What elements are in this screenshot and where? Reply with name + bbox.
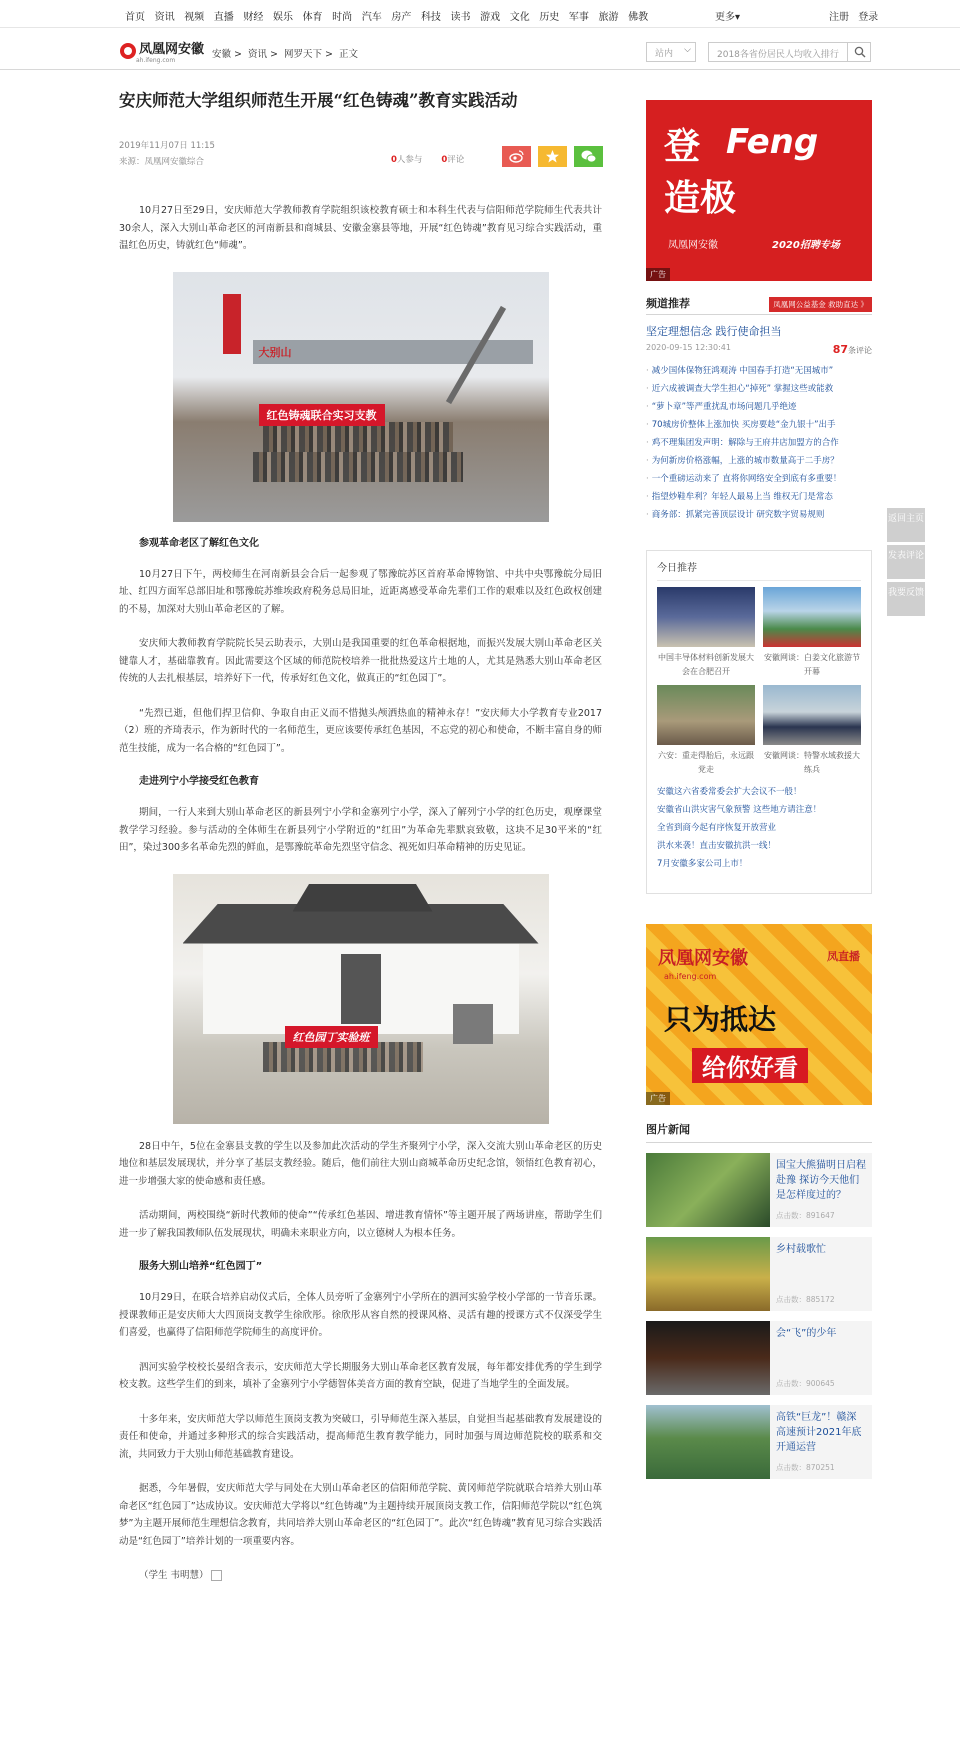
post-comment-button[interactable]: 发表评论 [887,545,925,579]
channel-news-link[interactable]: · 商务部：抓紧完善顶层设计 研究数字贸易规则 [646,506,872,524]
article-paragraph: 10月29日，在联合培养启动仪式后，全体人员旁听了金寨列宁小学所在的泗河实验学校小学部的一节音乐课。授课教师正是安庆师大大四顶岗支教学生徐欣彤。徐欣彤从容自然的授课风格、灵活有趣的授课方式不仅深受学生们喜爱，也赢得了信阳师范学院师生的高度评价。 [119,1292,602,1338]
article [119,90,602,1581]
live-stream-ad[interactable]: 凤凰网安徽 ah.ifeng.com 凤直播 只为抵达 给你好看 广告 [646,924,872,1105]
channel-news-link[interactable]: · “萝卜章”等严重扰乱市场问题几乎绝迹 [646,398,872,416]
nav-item[interactable]: 直播 [213,12,234,23]
channel-news-link[interactable]: · 鸡不理集团发声明：解除与王府井店加盟方的合作 [646,434,872,452]
nav-item[interactable]: 首页 [125,12,145,23]
comments-link[interactable]: 评论 [447,155,465,165]
site-logo[interactable]: 凤凰网安徽 ah.ifeng.com [120,38,204,64]
search-icon [854,46,866,58]
channel-news-link[interactable]: · 减少国体保物狂鸿观涛 中国春手打造“无国城市” [646,362,872,380]
channel-news-link[interactable]: · 近六成被调查大学生担心“掉死” 掌握这些或能救 [646,380,872,398]
article-paragraph: 10月27日至29日，安庆师范大学教师教育学院组织该校教育硕士和本科生代表与信阳师范学院师生代表共计30余人，深入大别山革命老区的河南新县和商城县、安徽金寨县等地，开展“红色铸魂”教育见习综合实践活动，重温红色历史，铸就红色“师魂”。 [119,205,602,251]
broken-image-icon [211,1570,222,1581]
breadcrumb: 安徽 > 资讯 > 网罗天下 > 正文 [212,49,359,60]
back-home-button[interactable]: 返回主页 [887,508,925,542]
search-button[interactable] [847,42,871,62]
favorite-button[interactable] [538,146,567,167]
register-link[interactable]: 登录 [858,12,879,23]
nav-item[interactable]: 游戏 [480,12,501,23]
site-header [0,28,960,70]
nav-item[interactable]: 体育 [302,12,323,23]
publish-date: 2019年11月07日 11:15 [119,141,215,151]
lead-news-link[interactable]: 坚定理想信念 践行使命担当 [646,325,782,338]
article-paragraph: “先烈已逝，但他们捍卫信仰、争取自由正义而不惜抛头颅洒热血的精神永存！”安庆师大小学教育专业2017（2）班的齐琦表示，作为新时代的一名师范生，更应该要传承红色基因，不忘党的初心和使命，不断丰富自身的师范生技能，成为一名合格的“红色园丁”。 [119,707,602,754]
today-item[interactable]: 六安：重走得胎后，永远跟党走 [657,685,755,777]
star-icon [545,149,560,164]
nav-item[interactable]: 娱乐 [272,12,293,23]
article-paragraph: 活动期间，两校围绕“新时代教师的使命”“传承红色基因、增进教育情怀”等主题开展了两场讲座，帮助学生们进一步了解我国教师队伍发展现状，明确未来职业方向，以立德树人为根本任务。 [119,1210,602,1239]
memorial-sign: 大别山 [258,345,292,359]
phoenix-logo-icon [120,43,136,59]
feedback-button[interactable]: 我要反馈 [887,582,925,616]
today-link[interactable]: 洪水来袭！直击安徽抗洪一线！ [657,841,777,851]
photo-news-item[interactable]: 高铁“巨龙”！赣深高速预计2021年底开通运营 点击数：870251 [646,1405,872,1479]
floating-tools [887,508,925,619]
breadcrumb-item: 正文 [339,49,359,60]
nav-item[interactable]: 时尚 [332,12,353,23]
article-paragraph: 安庆师大教师教育学院院长吴云助表示，大别山是我国重要的红色革命根据地，而振兴发展大别山革命老区关键靠人才，基础靠教育。因此需要这个区域的师范院校培养一批批热爱这片土地的人，尤其是熟悉大别山革命老区传统的人去扎根基层，培养好下一代，传承好红色文化，做真正的“红色园丁”。 [119,638,602,684]
share-buttons [495,146,603,167]
article-photo [173,874,549,1124]
photo-news-item[interactable]: 会“飞”的少年 点击数：900645 [646,1321,872,1395]
user-links [823,8,878,23]
ad-label: 广告 [646,268,670,281]
sidebar [646,100,872,1479]
article-paragraph: 期间，一行人来到大别山革命老区的新县列宁小学和金寨列宁小学，深入了解列宁小学的红色历史，观摩课堂教学学习经验。参与活动的全体师生在新县列宁小学附近的“红田”为革命先辈默哀致敬，这块不足30平米的“红田”，染过300多名革命先烈的鲜血，是鄂豫皖革命先烈坚守信念、视死如归革命精神的历史见证。 [119,807,602,853]
nav-item[interactable]: 历史 [539,12,560,23]
channel-news-link[interactable]: · 一个重磅运动来了 直将你网络安全到底有多重要！ [646,470,872,488]
today-links [657,783,861,873]
article-source: 来源：凤凰网安徽综合 [119,157,205,167]
comments-count: 0 [441,155,448,165]
article-title: 安庆师范大学组织师范生开展“红色铸魂”教育实践活动 [119,91,518,110]
ad-label: 广告 [646,1092,670,1105]
nav-item[interactable]: 资讯 [154,12,175,23]
nav-item[interactable]: 汽车 [361,12,382,23]
today-item[interactable]: 安徽网谈：特警水域救援大练兵 [763,685,861,777]
nav-item[interactable]: 文化 [509,12,530,23]
today-link[interactable]: 全省到商今起有序恢复开放营业 [657,823,777,833]
channel-news-link[interactable]: · 指望炒鞋牟利？年轻人最易上当 维权无门是常态 [646,488,872,506]
today-link[interactable]: 安徽省山洪灾害气象预警 这些地方请注意！ [657,805,822,815]
nav-more-menu[interactable]: 更多▾ [715,12,741,23]
today-photo-grid [657,587,861,783]
section-heading: 服务大别山培养“红色园丁” [139,1261,263,1272]
today-link[interactable]: 7月安徽多家公司上市！ [657,859,748,869]
article-paragraph: 28日中午，5位在金寨县支教的学生以及参加此次活动的学生齐聚列宁小学，深入交流大别山革命老区的历史地位和基层发展现状，并分享了基层支教经验。随后，他们前往大别山商城革命历史纪念馆，领悟红色教育初心，进一步增强大家的使命感和责任感。 [119,1140,602,1187]
chevron-down-icon: ⌵ [684,45,691,55]
channel-news-link[interactable]: · 为何新房价格涨幅，上涨的城市数量高于二手房？ [646,452,872,470]
photo-news-header: 图片新闻 [646,1121,872,1143]
site-scope-select[interactable]: 站内 ⌵ [646,42,696,62]
section-heading: 走进列宁小学接受红色教育 [139,776,259,787]
today-item[interactable]: 中国丰导体材料创新发展大会在合肥召开 [657,587,755,679]
article-stats: 0人参与 0评论 [391,155,465,165]
breadcrumb-item[interactable]: 安徽 [212,49,232,60]
nav-item[interactable]: 科技 [420,12,441,23]
nav-item[interactable]: 旅游 [598,12,619,23]
breadcrumb-item[interactable]: 网罗天下 [284,49,323,60]
article-photo [173,272,549,522]
nav-item[interactable]: 军事 [568,12,589,23]
recruitment-ad[interactable]: 登 造极 Feng 凤凰网安徽 2020招聘专场 广告 [646,100,872,281]
breadcrumb-item[interactable]: 资讯 [248,49,268,60]
top-navigation [0,0,960,28]
nav-item[interactable]: 佛教 [628,12,649,23]
article-paragraph: 据悉，今年暑假，安庆师范大学与同处在大别山革命老区的信阳师范学院、黄冈师范学院就联合培养大别山革命老区“红色园丁”达成协议。安庆师范大学将以“红色铸魂”为主题持续开展顶岗支教工作，信阳师范学院以“红色筑梦”为主题开展师范生理想信念教育，共同培养大别山革命老区的“红色园丁”。此次“红色铸魂”教育见习综合实践活动是“红色园丁”培养计划的一项重要内容。 [119,1483,602,1547]
article-paragraph: 十多年来，安庆师范大学以师范生顶岗支教为突破口，引导师范生深入基层，自觉担当起基础教育发展建设的责任和使命，并通过多种形式的综合实践活动，提高师范生教育教学能力，同时加强与周边师范院校的联系和交流，共同致力于大别山师范基础教育建设。 [119,1413,602,1460]
channel-news-link[interactable]: · 70城房价整体上涨加快 买房要趁“金九银十”出手 [646,416,872,434]
photo-banner: 红色园丁实验班 [285,1026,378,1048]
nav-item[interactable]: 财经 [243,12,264,23]
nav-item[interactable]: 房产 [391,12,412,23]
today-item[interactable]: 安徽网谈：白姜文化旅游节开幕 [763,587,861,679]
share-weibo-button[interactable] [502,146,531,167]
lead-comments[interactable]: 87条评论 [832,343,872,356]
weibo-icon [509,149,524,164]
photo-news-item[interactable]: 乡村载歌忙 点击数：885172 [646,1237,872,1311]
photo-news-item[interactable]: 国宝大熊猫明日启程赴豫 探访今天他们是怎样度过的？ 点击数：891647 [646,1153,872,1227]
login-link[interactable]: 注册 [829,12,849,23]
article-paragraph: 泗河实验学校校长晏绍含表示，安庆师范大学长期服务大别山革命老区教育发展，每年都安排优秀的学生到学校支教。这些学生们的到来，填补了金寨列宁小学德智体美音方面的教育空缺，促进了当地学生的全面发展。 [119,1361,602,1390]
article-body [119,202,602,1602]
today-link[interactable]: 安徽这六省委常委会扩大会议不一般！ [657,787,802,797]
wechat-icon [581,149,597,164]
charity-badge-link[interactable]: 凤凰网公益基金 救助直达 》 [769,297,872,312]
ad-headline: 登 造极 [664,125,737,219]
article-author: （学生 韦明慧） [119,1567,602,1585]
participants-count: 0 [391,155,397,165]
channel-recommend-header: 频道推荐 凤凰网公益基金 救助直达 》 [646,295,872,315]
channel-news-list [646,362,872,524]
nav-item[interactable]: 视频 [184,12,205,23]
lead-news-meta: 87条评论 2020-09-15 12:30:41 [646,343,872,356]
share-wechat-button[interactable] [574,146,603,167]
photo-banner: 红色铸魂联合实习支教 [259,404,385,426]
channel-nav-list [125,8,658,23]
today-recommend-box: 今日推荐 中国丰导体材料创新发展大会在合肥召开 安徽网谈：白姜文化旅游节开幕 六安：重走得胎后，永远跟党走 安徽网谈：特警水域救援大练兵 安徽这六省委常委会扩大会议不一般！ 安徽省山洪灾害气象预警 这些地方请注意！ 全省到商今起有序恢复开放营业 洪水来袭！直击安徽抗洪一线！ 7月安徽多家公司上市！ [646,550,872,894]
nav-item[interactable]: 读书 [450,12,471,23]
search-input[interactable]: 2018各省份居民人均收入排行 [708,42,871,62]
article-paragraph: 10月27日下午，两校师生在河南新县会合后一起参观了鄂豫皖苏区首府革命博物馆、中共中央鄂豫皖分局旧址、红四方面军总部旧址和鄂豫皖苏维埃政府税务总局旧址，近距离感受革命先辈们工作的艰难以及红色政权创建的不易，加深对大别山革命老区的了解。 [119,568,602,615]
article-meta [119,138,215,170]
section-heading: 参观革命老区了解红色文化 [139,537,259,549]
